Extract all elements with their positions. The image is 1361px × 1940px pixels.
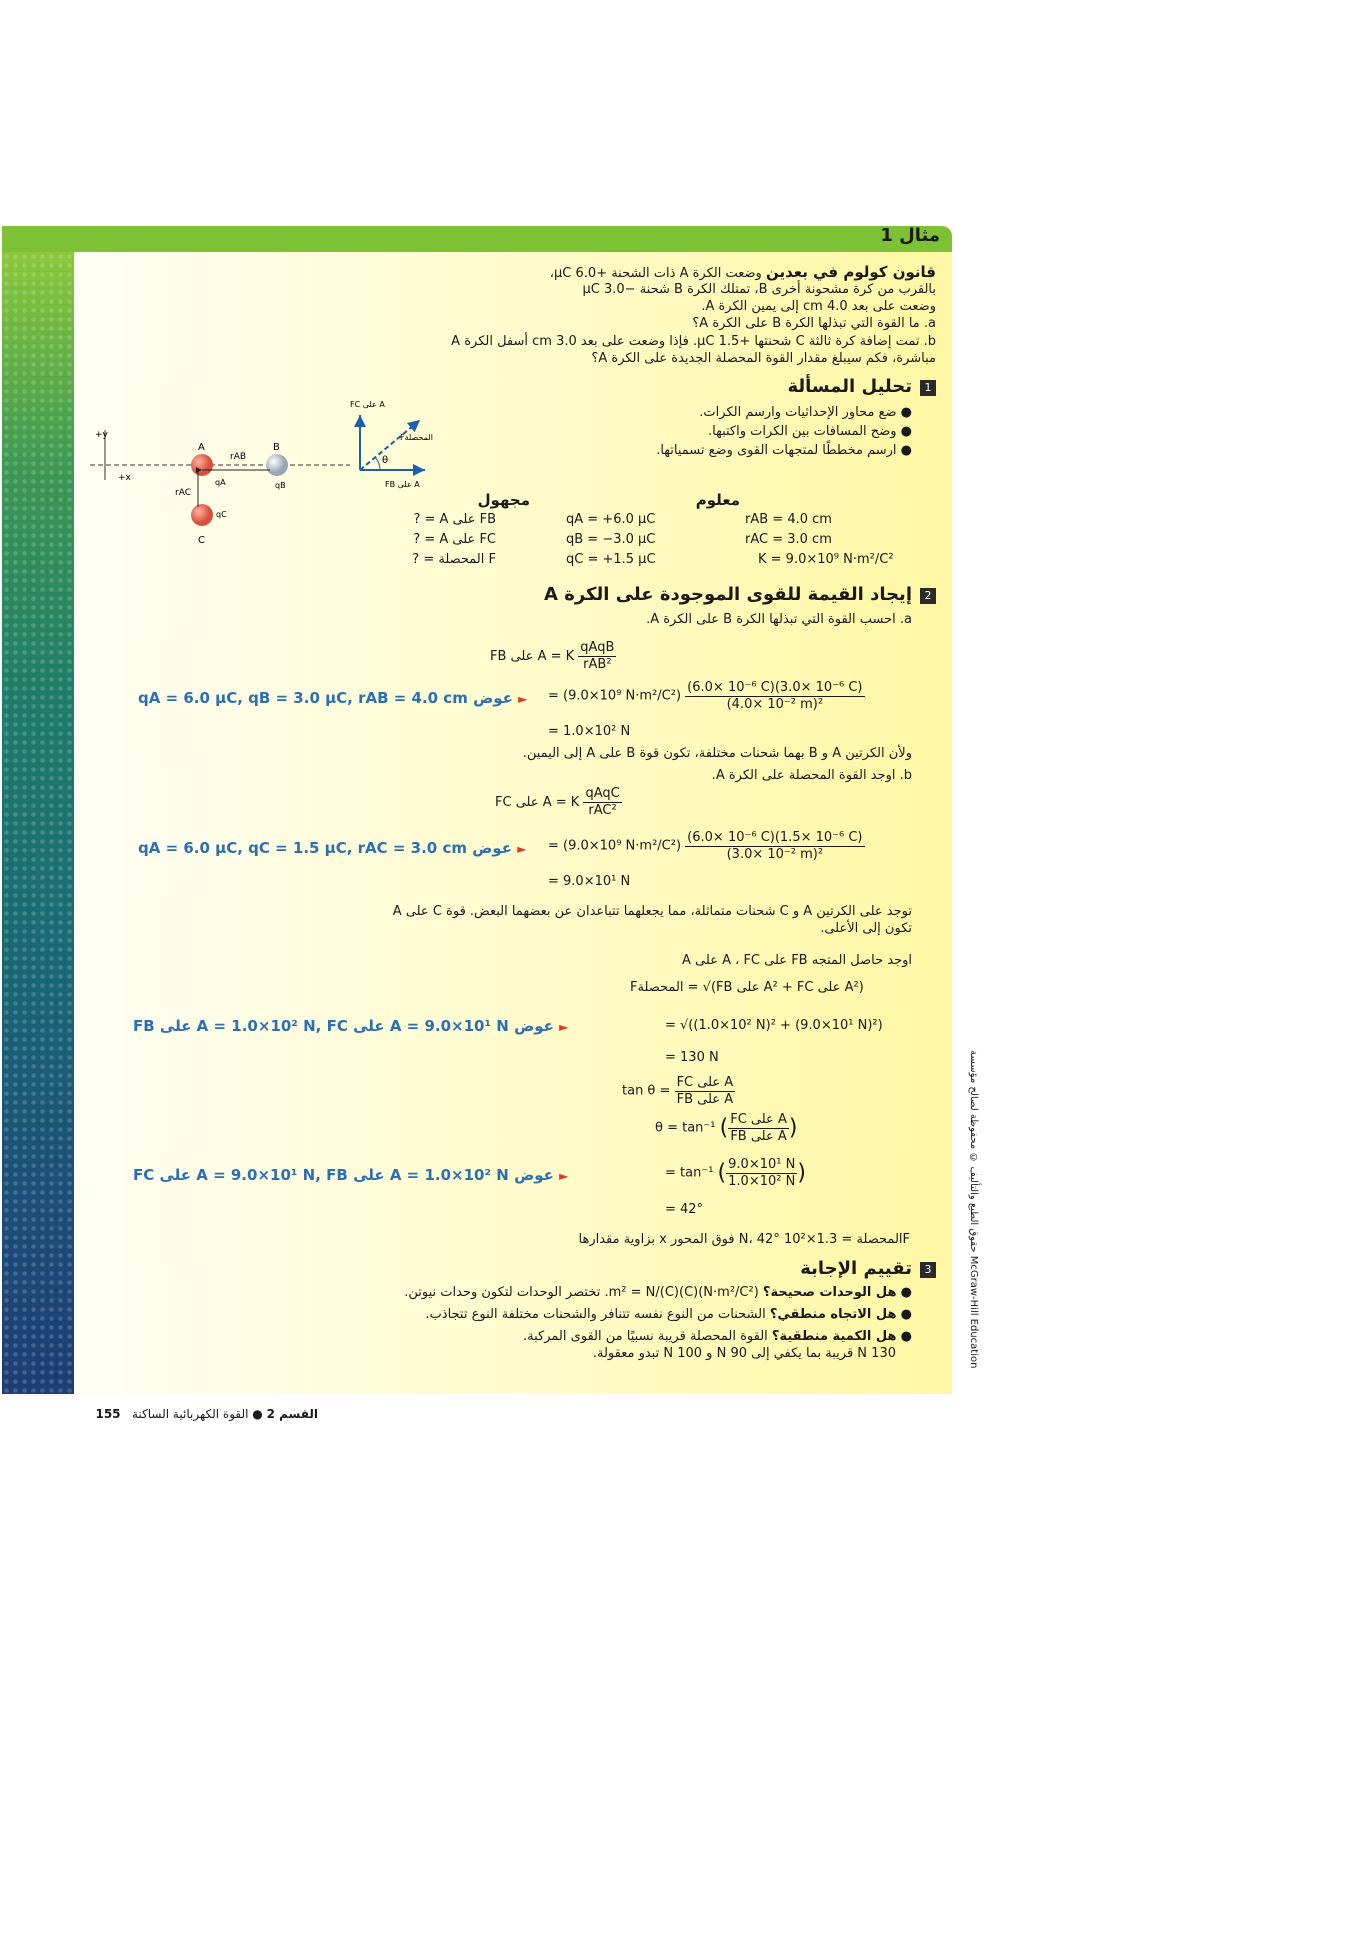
analysis-bullet: ● ضع محاور الإحداثيات وارسم الكرات. (699, 405, 912, 420)
evaluate-bullet-magnitude: ● هل الكمية منطقية؟ القوة المحصلة قريبة نسبيًا من القوى المركبة. (522, 1329, 912, 1344)
result-fba: = 1.0×10² N (548, 724, 631, 739)
evaluate-bullet-magnitude-2: 130 N قريبة بما يكفي إلى 90 N و 100 N تبدو معقولة. (592, 1346, 896, 1361)
section-title: تحليل المسألة (787, 376, 912, 397)
example-header-bar (2, 226, 952, 252)
direction-note-1: ولأن الكرتين A و B بهما شحنات مختلفة، تكون قوة B على A إلى اليمين. (522, 746, 912, 761)
page-number: 155 (95, 1407, 121, 1421)
result-fnet: = 130 N (665, 1050, 719, 1065)
sphere-a (191, 454, 213, 476)
label-fba: FB على A (385, 480, 420, 489)
equation-theta-values: = tan⁻¹ ( $\frac{\text{9.0×10¹ N}}{\text{1.0×10² N}}$ ) (665, 1157, 806, 1189)
known-k: K = 9.0×10⁹ N·m²/C² (758, 552, 894, 567)
label-theta: θ (382, 455, 389, 466)
equation-fba-values: = (9.0×10⁹ N·m²/C²) $\frac{\text{(6.0× 10⁻⁶ C)(3.0× 10⁻⁶ C)}}{\text{(4.0× 10⁻² m)²}}$ (548, 680, 863, 712)
label-qb: qB (275, 481, 286, 490)
section-number: 3 (920, 1262, 936, 1278)
result-theta: = 42° (665, 1202, 704, 1217)
equation-tan: tan θ = $\frac{\text{FC على A}}{\text{FB على A}}$ (622, 1075, 734, 1107)
page-footer: القسم 2 ● القوة الكهربائية الساكنة 155 (95, 1407, 318, 1421)
direction-note-2a: توجد على الكرتين A و C شحنات متماثلة، مما يجعلهما تتباعدان عن بعضهما البعض. قوة C على A (392, 904, 912, 919)
known-qc: qC = +1.5 μC (566, 552, 656, 567)
net-force-vector (360, 420, 420, 470)
evaluate-bullet-units: ● هل الوحدات صحيحة؟ (N·m²/C²)(C)(C)/m² = N. تختصر الوحدات لتكون وحدات نيوتن. (404, 1285, 912, 1300)
angle-arc (375, 457, 380, 470)
problem-line3: وضعت على بعد 4.0 cm إلى يمين الكرة A. (701, 299, 936, 314)
section-number: 1 (920, 380, 936, 396)
direction-note-2b: تكون إلى الأعلى. (820, 921, 912, 936)
decorative-sidebar (2, 252, 74, 1394)
sphere-b (266, 454, 288, 476)
equation-fca: FC على A = K $\frac{\text{qAqC}}{\text{rAC²}}$ (495, 786, 620, 818)
label-rab: rAB (230, 452, 247, 462)
section-title: تقييم الإجابة (800, 1258, 912, 1279)
question-a: a. ما القوة التي تبذلها الكرة B على الكرة A؟ (692, 316, 936, 331)
question-b-line2: مباشرة، فكم سيبلغ مقدار القوة المحصلة الجديدة على الكرة A؟ (591, 351, 936, 366)
problem-statement (300, 264, 936, 282)
known-heading: معلوم (695, 491, 740, 509)
unknown-fca: FC على A = ? (413, 532, 496, 547)
example-title: مثال 1 (880, 225, 940, 246)
known-qa: qA = +6.0 μC (566, 512, 656, 527)
equation-fnet-values: = √((1.0×10² N)² + (9.0×10¹ N)²) (665, 1018, 883, 1033)
known-qb: qB = −3.0 μC (566, 532, 656, 547)
step-b-text: b. اوجد القوة المحصلة على الكرة A. (711, 768, 912, 783)
copyright-side: حقوق الطبع والتأليف © محفوظة لصالح مؤسسة McGraw-Hill Education (968, 1050, 979, 1369)
footer-chapter: القسم 2 (266, 1407, 318, 1421)
unknown-fnet: F المحصلة = ? (412, 552, 496, 567)
label-qc: qC (216, 510, 227, 519)
y-label: +y (95, 430, 108, 440)
unknown-heading: مجهول (477, 491, 530, 509)
step-a-text: a. احسب القوة التي تبذلها الكرة B على الكرة A. (646, 612, 912, 627)
final-result: Fالمحصلة = 1.3×10² N، 42° فوق المحور x بزاوية مقدارها (578, 1232, 910, 1247)
result-fca: = 9.0×10¹ N (548, 874, 631, 889)
section-title: إيجاد القيمة للقوى الموجودة على الكرة A (544, 584, 912, 605)
substitution-4: FC على A = 9.0×10¹ N, FB على A = 1.0×10² N عوض ► (133, 1166, 569, 1184)
label-rac: rAC (175, 488, 191, 498)
analysis-bullet: ● وضح المسافات بين الكرات واكتبها. (707, 424, 912, 439)
unknown-fba: FB على A = ? (413, 512, 496, 527)
vector-sum-text: اوجد حاصل المتجه FB على A ، FC على A (682, 953, 912, 968)
substitution-3: FB على A = 1.0×10² N, FC على A = 9.0×10¹ N عوض ► (133, 1017, 569, 1035)
substitution-1: qA = 6.0 μC, qB = 3.0 μC, rAB = 4.0 cm عوض ► (138, 689, 528, 707)
substitution-2: qA = 6.0 μC, qC = 1.5 μC, rAC = 3.0 cm عوض ► (138, 839, 527, 857)
label-fca: FC على A (350, 400, 385, 409)
footer-title: القوة الكهربائية الساكنة (132, 1407, 249, 1421)
equation-fnet: Fالمحصلة = √(FB على A² + FC على A²) (630, 980, 864, 995)
known-rac: rAC = 3.0 cm (745, 532, 832, 547)
evaluate-bullet-direction: ● هل الاتجاه منطقي؟ الشحنات من النوع نفسه تتنافر والشحنات مختلفة النوع تتجاذب. (425, 1307, 912, 1322)
equation-fca-values: = (9.0×10⁹ N·m²/C²) $\frac{\text{(6.0× 10⁻⁶ C)(1.5× 10⁻⁶ C)}}{\text{(3.0× 10⁻² m)²}}$ (548, 830, 863, 862)
sphere-c (191, 504, 213, 526)
label-fnet: Fالمحصلة (400, 433, 433, 442)
label-b: B (273, 442, 280, 453)
section-number: 2 (920, 588, 936, 604)
label-qa: qA (215, 478, 226, 487)
analysis-bullet: ● ارسم مخططًا لمتجهات القوى وضع تسمياتها. (656, 443, 912, 458)
problem-line1: وضعت الكرة A ذات الشحنة +6.0 μC، (549, 266, 762, 281)
x-label: +x (118, 473, 131, 483)
label-c: C (198, 535, 205, 546)
equation-fba: FB على A = K $\frac{\text{qAqB}}{\text{rAB²}}$ (490, 640, 615, 672)
problem-title: قانون كولوم في بعدين (765, 263, 936, 281)
question-b-line1: b. تمت إضافة كرة ثالثة C شحنتها +1.5 μC. فإذا وضعت على بعد 3.0 cm أسفل الكرة A (451, 334, 936, 349)
label-a: A (198, 442, 205, 453)
problem-line2: بالقرب من كرة مشحونة أخرى B، تمتلك الكرة B شحنة −3.0 μC (582, 282, 936, 297)
equation-theta: θ = tan⁻¹ ( $\frac{\text{FC على A}}{\text{FB على A}}$ ) (655, 1112, 798, 1144)
known-rab: rAB = 4.0 cm (745, 512, 832, 527)
